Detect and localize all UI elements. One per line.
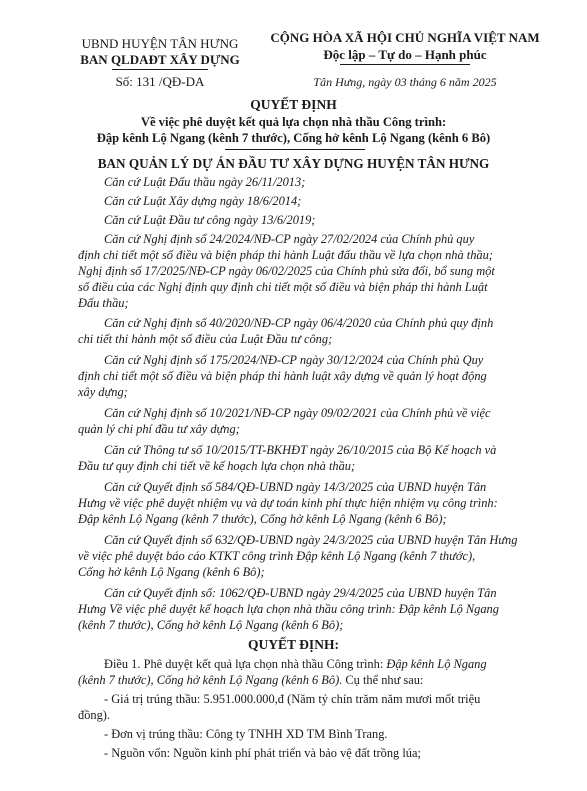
- ground-line: Căn cứ Quyết định số 632/QĐ-UBND ngày 24/3/2025 của UBND huyện Tân Hưng: [104, 533, 518, 547]
- ground-line: Căn cứ Nghị định số 40/2020/NĐ-CP ngày 06/4/2020 của Chính phủ quy định: [104, 316, 494, 330]
- ground-line: (kênh 7 thước), Cống hở kênh Lộ Ngang (kênh 6 Bô);: [78, 618, 344, 632]
- ground-line: Căn cứ Nghị định số 24/2024/NĐ-CP ngày 27/02/2024 của Chính phủ quy: [104, 232, 475, 246]
- national-title: CỘNG HÒA XÃ HỘI CHỦ NGHĨA VIỆT NAM: [270, 30, 540, 45]
- article1-line1: [104, 657, 487, 672]
- funding-source: - Nguồn vốn: Nguồn kinh phí phát triển và bảo vệ đất trồng lúa;: [104, 746, 421, 760]
- issuer-board: BAN QLDAĐT XÂY DỰNG: [80, 52, 240, 67]
- document-number: Số: 131 /QĐ-DA: [115, 74, 205, 89]
- ground-line: định chi tiết một số điều và biện pháp thi hành Luật đấu thầu về lựa chọn nhà thầu;: [78, 248, 493, 262]
- ground-line: chi tiết thi hành một số điều của Luật Đầu tư công;: [78, 332, 333, 346]
- winning-contractor: - Đơn vị trúng thầu: Công ty TNHH XD TM Bình Trang.: [104, 727, 388, 741]
- issuer-underline: [112, 69, 208, 70]
- ground-line: Hưng Về việc phê duyệt kế hoạch lựa chọn nhà thầu công trình: Đập kênh Lộ Ngang: [78, 602, 499, 616]
- article1-text: Phê duyệt kết quả lựa chọn nhà thầu Công trình:: [140, 657, 387, 671]
- subject-line-2: Đập kênh Lộ Ngang (kênh 7 thước), Cống hở kênh Lộ Ngang (kênh 6 Bô): [96, 131, 491, 145]
- ground-line: Căn cứ Luật Xây dựng ngày 18/6/2014;: [104, 194, 302, 208]
- issuer-name: UBND HUYỆN TÂN HƯNG: [81, 36, 239, 51]
- motto-underline: [340, 64, 470, 65]
- issue-date: Tân Hưng, ngày 03 tháng 6 năm 2025: [313, 75, 497, 89]
- winning-price-line-cont: đồng).: [78, 708, 111, 722]
- ground-line: Cống hở kênh Lộ Ngang (kênh 6 Bô);: [78, 565, 265, 579]
- article1-project: Đập kênh Lộ Ngang: [386, 657, 487, 671]
- ground-line: Hưng về việc phê duyệt nhiệm vụ và dự toán kinh phí thực hiện nhiệm vụ công trình:: [78, 496, 498, 510]
- ground-line: Căn cứ Nghị định số 175/2024/NĐ-CP ngày 30/12/2024 của Chính phủ Quy: [104, 353, 484, 367]
- ground-line: Đấu thầu;: [78, 296, 129, 310]
- ground-line: định chi tiết một số điều và biện pháp thi hành luật xây dựng về quản lý hoạt động: [78, 369, 487, 383]
- ground-line: Căn cứ Luật Đấu thầu ngày 26/11/2013;: [104, 175, 306, 189]
- ground-line: Đập kênh Lộ Ngang (kênh 7 thước), Cống hở kênh Lộ Ngang (kênh 6 Bô);: [78, 512, 447, 526]
- ground-line: Căn cứ Nghị định số 10/2021/NĐ-CP ngày 09/02/2021 của Chính phủ về việc: [104, 406, 491, 420]
- article1-project-cont: (kênh 7 thước), Cống hở kênh Lộ Ngang (kênh 6 Bô).: [78, 673, 343, 687]
- ground-line: Căn cứ Luật Đầu tư công ngày 13/6/2019;: [104, 213, 316, 227]
- ground-line: Căn cứ Thông tư số 10/2015/TT-BKHĐT ngày 26/10/2015 của Bộ Kế hoạch và: [104, 443, 497, 457]
- subject-underline: [225, 149, 365, 150]
- ground-line: số điều của các Nghị định quy định chi tiết một số điều và biện pháp thi hành Luật: [78, 280, 488, 294]
- issuing-authority: BAN QUẢN LÝ DỰ ÁN ĐẦU TƯ XÂY DỰNG HUYỆN TÂN HƯNG: [97, 156, 490, 171]
- decision-heading: QUYẾT ĐỊNH:: [248, 637, 339, 652]
- ground-line: Căn cứ Quyết định số 584/QĐ-UBND ngày 14/3/2025 của UBND huyện Tân: [104, 480, 487, 494]
- article1-detail-intro: Cụ thể như sau:: [342, 673, 424, 687]
- winning-price-line: - Giá trị trúng thầu: 5.951.000.000,đ (Năm tỷ chín trăm năm mươi mốt triệu: [104, 692, 481, 706]
- ground-line: xây dựng;: [78, 385, 128, 399]
- article1-line2: [78, 673, 423, 688]
- article1-label: Điều 1.: [104, 657, 141, 671]
- ground-line: về việc phê duyệt báo cáo KTKT công trình Đập kênh Lộ Ngang (kênh 7 thước),: [78, 549, 476, 563]
- ground-line: quản lý chi phí đầu tư xây dựng;: [78, 422, 240, 436]
- subject-line-1: Về việc phê duyệt kết quả lựa chọn nhà thầu Công trình:: [140, 115, 447, 129]
- ground-line: Đầu tư quy định chi tiết về kế hoạch lựa chọn nhà thầu;: [78, 459, 356, 473]
- document-heading: QUYẾT ĐỊNH: [250, 97, 337, 112]
- ground-line: Căn cứ Quyết định số: 1062/QĐ-UBND ngày 29/4/2025 của UBND huyện Tân: [104, 586, 497, 600]
- national-motto: Độc lập – Tự do – Hạnh phúc: [323, 47, 487, 62]
- ground-line: Nghị định số 17/2025/NĐ-CP ngày 06/02/2025 của Chính phủ sửa đổi, bổ sung một: [78, 264, 495, 278]
